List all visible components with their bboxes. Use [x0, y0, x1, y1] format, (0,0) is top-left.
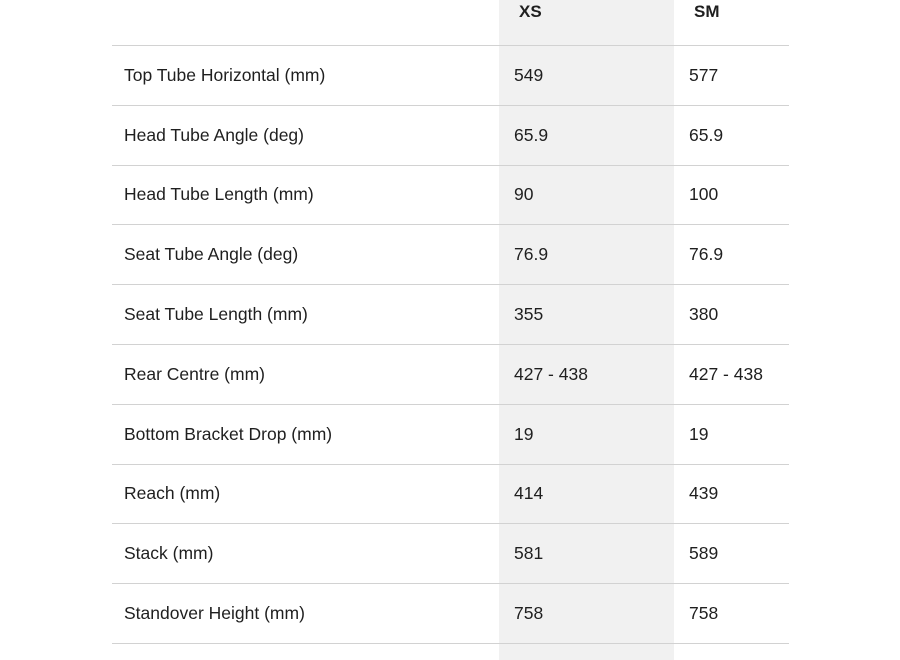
row-value-sm: 76.9 [674, 225, 789, 285]
row-value-xs: 427 - 438 [499, 344, 674, 404]
row-value-xs: 76.9 [499, 225, 674, 285]
table-row [112, 404, 789, 464]
table-row [112, 46, 789, 106]
row-value-sm: 65.9 [674, 105, 789, 165]
row-value-xs: 758 [499, 584, 674, 644]
row-value-xs: 90 [499, 165, 674, 225]
row-value-xs: 355 [499, 285, 674, 345]
row-value-sm: 439 [674, 464, 789, 524]
header-sm-text: SM [694, 2, 720, 21]
table-row [112, 165, 789, 225]
row-value-xs: 65.9 [499, 105, 674, 165]
header-size-xs [499, 0, 674, 46]
row-value-sm: 589 [674, 524, 789, 584]
row-value-sm: 577 [674, 46, 789, 106]
row-label: Stack (mm) [112, 524, 499, 584]
row-label: Reach (mm) [112, 464, 499, 524]
row-label: Seat Tube Length (mm) [112, 285, 499, 345]
row-value-sm: 380 [674, 285, 789, 345]
table-row [112, 344, 789, 404]
row-label: Head Tube Angle (deg) [112, 105, 499, 165]
row-value-sm: 19 [674, 404, 789, 464]
row-label: Rear Centre (mm) [112, 344, 499, 404]
row-label: Head Tube Length (mm) [112, 165, 499, 225]
row-value-sm: 758 [674, 584, 789, 644]
row-label: Standover Height (mm) [112, 584, 499, 644]
row-value-xs: 549 [499, 46, 674, 106]
row-value-sm: 100 [674, 165, 789, 225]
geometry-table [112, 0, 789, 644]
row-label: Top Tube Horizontal (mm) [112, 46, 499, 106]
table-row [112, 105, 789, 165]
table-header-row [112, 0, 789, 46]
table-row [112, 584, 789, 644]
table-row [112, 285, 789, 345]
table-row [112, 464, 789, 524]
header-label-cell [112, 0, 499, 46]
row-value-xs: 19 [499, 404, 674, 464]
row-label: Bottom Bracket Drop (mm) [112, 404, 499, 464]
table-row [112, 524, 789, 584]
row-value-sm: 427 - 438 [674, 344, 789, 404]
header-xs-text: XS [519, 2, 542, 21]
row-label: Seat Tube Angle (deg) [112, 225, 499, 285]
row-value-xs: 414 [499, 464, 674, 524]
header-size-sm [674, 0, 789, 46]
row-value-xs: 581 [499, 524, 674, 584]
table-row [112, 225, 789, 285]
